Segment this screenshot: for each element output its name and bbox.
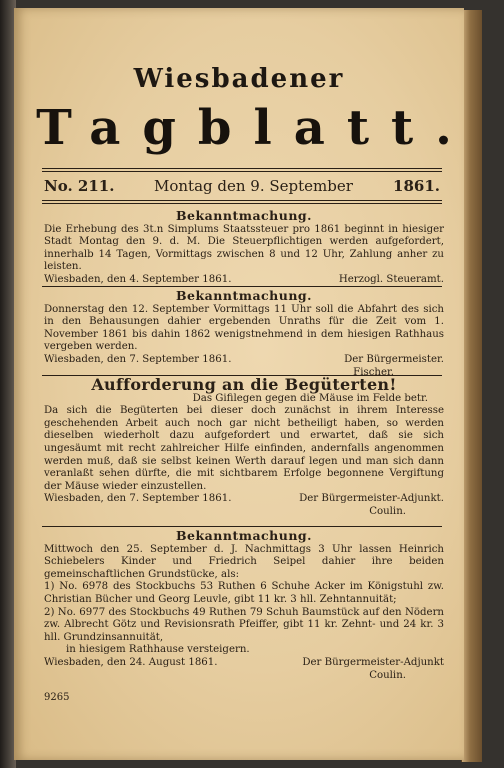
notice-waste <box>44 290 444 380</box>
divider-3 <box>42 526 442 527</box>
rule-top-thin <box>42 171 442 172</box>
notice-place-date: Wiesbaden, den 4. September 1861. <box>44 273 232 285</box>
notice-tax <box>44 210 444 287</box>
notice-place-date: Wiesbaden, den 7. September 1861. <box>44 353 232 365</box>
newspaper-page <box>14 8 474 760</box>
notice-auction <box>44 530 444 683</box>
notice-place-date: Wiesbaden, den 7. September 1861. <box>44 493 232 505</box>
notice-subtitle: Das Gifilegen gegen die Mäuse im Felde betr. <box>192 392 428 404</box>
notice-body: Da sich die Begüterten bei dieser doch zunächst in ihrem Interesse geschehenden Arbeit auch noch gar nicht betheiligt haben, so werden dieselben wiederholt dazu aufgefordert und erwartet, daß sie sich ungesäumt mit recht zahlreicher Hilfe einfinden, andernfalls angenommen werden muß, daß sie selbst keinen Werth darauf legen und man sich dann veranlaßt sehen dürfte, die mit sichtbarem Erfolge begonnene Vergiftung der Mäuse wieder einzustellen. <box>44 405 444 492</box>
notice-footer <box>44 354 444 367</box>
notice-title: Bekanntmachung. <box>175 208 313 223</box>
notice-signature: Der Bürgermeister-Adjunkt. <box>299 493 444 505</box>
masthead-city: Wiesbadener <box>133 64 345 94</box>
notice-title: Aufforderung an die Begüterten! <box>91 375 397 394</box>
auction-item-2: 2) No. 6977 des Stockbuchs 49 Ruthen 79 Schuh Baumstück auf den Nödern zw. Albrecht Götz und Revisionsrath Pfeiffer, gibt 11 kr. Zehnt- und 24 kr. 3 hll. Grundzinsannuität, <box>44 606 444 643</box>
notice-title: Bekanntmachung. <box>175 528 313 543</box>
notice-body: Donnerstag den 12. September Vormittags 11 Uhr soll die Abfahrt des sich in den Behausungen dahier ergebenden Unraths für die Zeit vom 1. November 1861 bis dahin 1862 wenigstnehmend in dem hiesigen Rathhaus vergeben werden. <box>44 303 444 353</box>
notice-title: Bekanntmachung. <box>175 288 313 303</box>
notice-signature-name: Coulin. <box>369 669 406 681</box>
page-number: 9265 <box>44 692 70 703</box>
rule-dateline <box>42 200 442 201</box>
notice-appeal <box>44 375 444 519</box>
rule-top <box>42 168 442 169</box>
notice-footer <box>44 657 444 670</box>
notice-body: Die Erhebung des 3t.n Simplums Staatssteuer pro 1861 beginnt in hiesiger Stadt Montag den 9. d. M. Die Steuerpflichtigen werden aufgefordert, innerhalb 14 Tagen, Vormittags zwischen 8 und 12 Uhr, Zahlung anher zu leisten. <box>44 223 444 273</box>
auction-closing: in hiesigem Rathhause versteigern. <box>66 644 250 656</box>
notice-signature: Herzogl. Steueramt. <box>338 273 444 285</box>
issue-year: 1861. <box>393 177 440 195</box>
issue-date: Montag den 9. September <box>154 177 353 195</box>
notice-signature-name: Fischer. <box>353 366 394 378</box>
notice-signature-name: Coulin. <box>369 506 406 518</box>
rule-dateline-thin <box>42 203 442 204</box>
notice-signature: Der Bürgermeister-Adjunkt <box>302 656 444 668</box>
masthead-title: Tagblatt. <box>36 100 474 156</box>
issue-number: No. 211. <box>44 177 115 195</box>
notice-signature: Der Bürgermeister. <box>344 353 444 365</box>
notice-place-date: Wiesbaden, den 24. August 1861. <box>44 656 218 668</box>
divider-1 <box>42 286 442 287</box>
notice-body: Mittwoch den 25. September d. J. Nachmittags 3 Uhr lassen Heinrich Schiebelers Kinder und Friedrich Seipel dahier ihre beiden gemeinschaftlichen Grundstücke, als: <box>44 543 444 580</box>
auction-item-1: 1) No. 6978 des Stockbuchs 53 Ruthen 6 Schuhe Acker im Königstuhl zw. Christian Bücher und Georg Leuvle, gibt 11 kr. 3 hll. Zehntannuität; <box>44 581 444 605</box>
notice-footer <box>44 493 444 506</box>
